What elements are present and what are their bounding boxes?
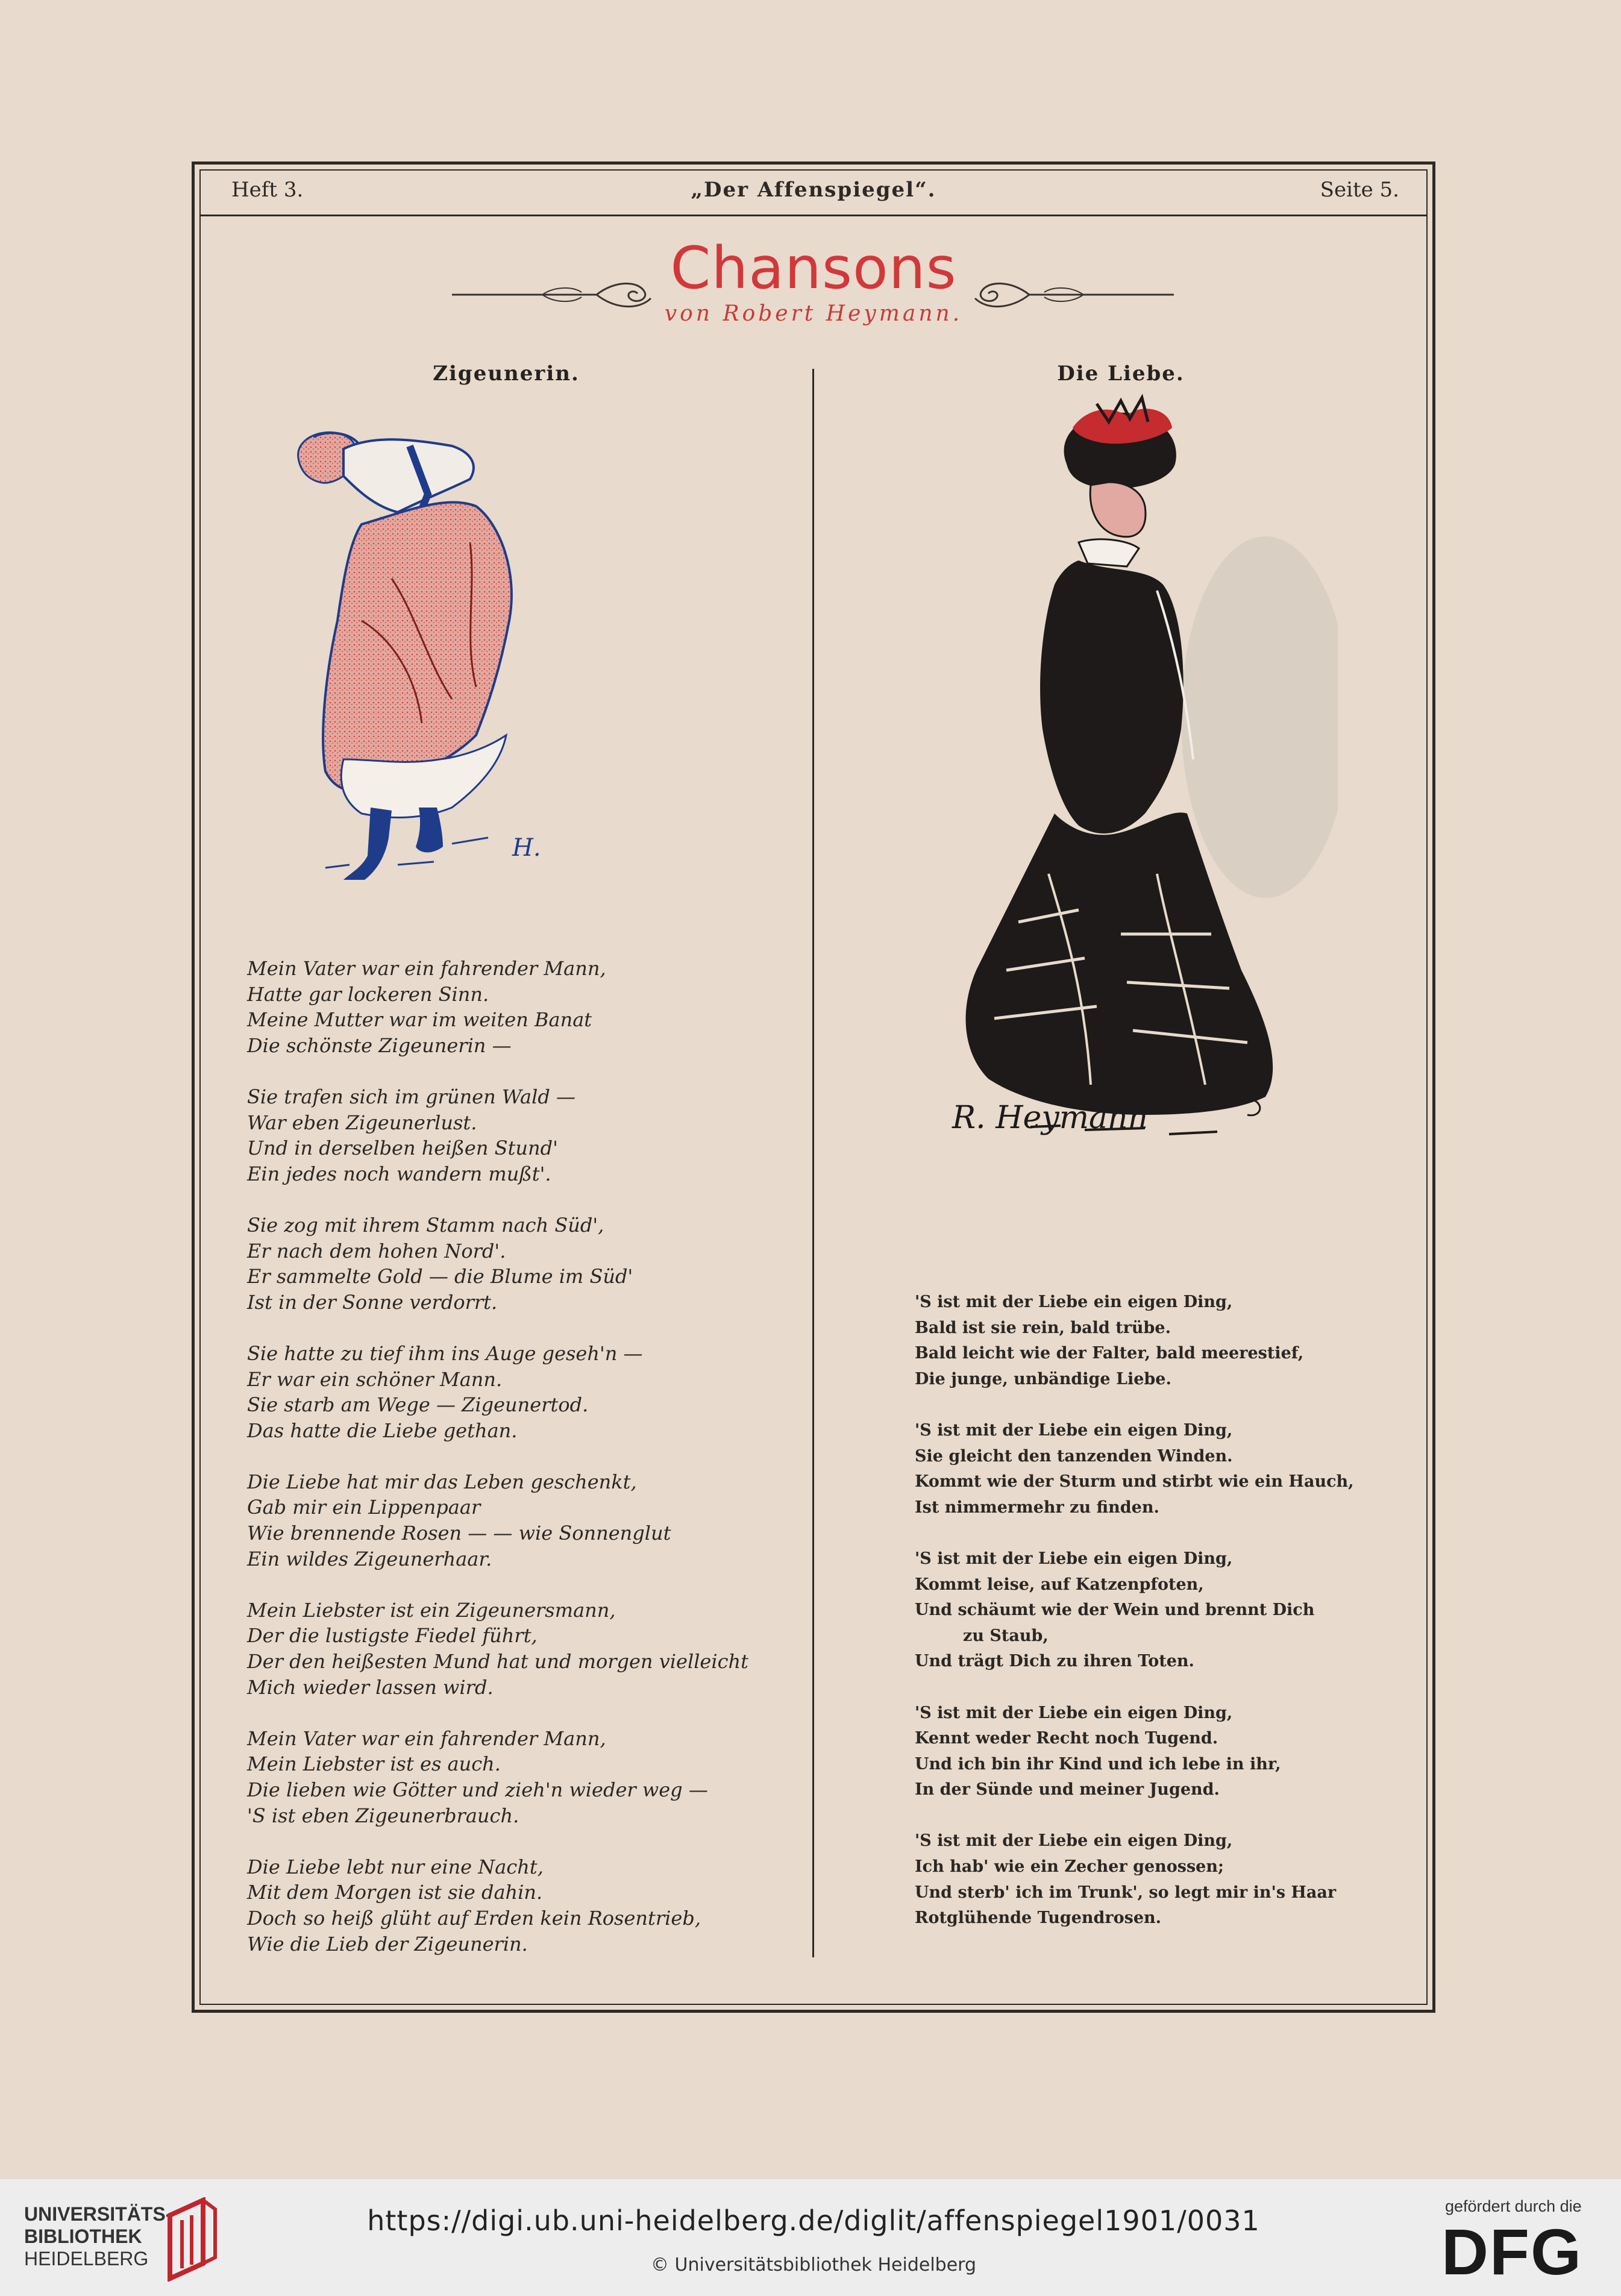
- lady-in-black-illustration: [928, 392, 1338, 1272]
- zigeunerin-line: Ein wildes Zigeunerhaar.: [247, 1547, 492, 1570]
- die-liebe-line: Und schäumt wie der Wein und brennt Dich: [915, 1601, 1315, 1620]
- zigeunerin-line: Der die lustigste Fiedel führt,: [247, 1624, 538, 1648]
- zigeunerin-line: Der den heißesten Mund hat und morgen vielleicht: [247, 1650, 748, 1673]
- zigeunerin-line: Mein Liebster ist es auch.: [247, 1752, 501, 1776]
- die-liebe-line: 'S ist mit der Liebe ein eigen Ding,: [915, 1703, 1233, 1722]
- die-liebe-line: Kommt wie der Sturm und stirbt wie ein Hauch,: [915, 1472, 1354, 1491]
- permalink-url[interactable]: https://digi.ub.uni-heidelberg.de/diglit/affenspiegel1901/0031: [367, 2204, 1260, 2237]
- die-liebe-line: Ist nimmermehr zu finden.: [915, 1498, 1159, 1517]
- zigeunerin-line: Die schönste Zigeunerin —: [247, 1034, 512, 1057]
- zigeunerin-line: Mit dem Morgen ist sie dahin.: [247, 1881, 543, 1904]
- die-liebe-stanza: [915, 1290, 1337, 1392]
- zigeunerin-line: Die Liebe lebt nur eine Nacht,: [247, 1855, 544, 1878]
- zigeunerin-stanza: [247, 1469, 789, 1572]
- library-name-line1: UNIVERSITÄTS-: [24, 2203, 172, 2225]
- die-liebe-stanza: [915, 1546, 1337, 1675]
- zigeunerin-stanza: [247, 1341, 789, 1443]
- publication-title: „Der Affenspiegel“.: [691, 178, 936, 202]
- library-name-line3: HEIDELBERG: [24, 2248, 149, 2269]
- zigeunerin-stanza: [247, 956, 789, 1058]
- zigeunerin-line: Ein jedes noch wandern mußt'.: [247, 1162, 551, 1185]
- die-liebe-line: Ich hab' wie ein Zecher genossen;: [915, 1857, 1224, 1877]
- zigeunerin-stanza: [247, 1084, 789, 1187]
- page-title: Chansons: [670, 234, 957, 302]
- zigeunerin-stanza: [247, 1854, 789, 1957]
- die-liebe-line: Die junge, unbändige Liebe.: [915, 1369, 1171, 1388]
- zigeunerin-line: War eben Zigeunerlust.: [247, 1111, 477, 1134]
- zigeunerin-line: Mein Vater war ein fahrender Mann,: [247, 957, 606, 980]
- zigeunerin-line: Sie starb am Wege — Zigeunertod.: [247, 1393, 589, 1417]
- die-liebe-line: Kommt leise, auf Katzenpfoten,: [915, 1575, 1204, 1594]
- die-liebe-line: zu Staub,: [963, 1626, 1049, 1645]
- poem-zigeunerin: [247, 956, 789, 1983]
- gypsy-dancer-illustration: [271, 422, 657, 964]
- die-liebe-line: 'S ist mit der Liebe ein eigen Ding,: [915, 1549, 1233, 1568]
- die-liebe-line: 'S ist mit der Liebe ein eigen Ding,: [915, 1420, 1233, 1440]
- poem-title-left: Zigeunerin.: [433, 362, 580, 386]
- right-illustration-signature: R. Heymann: [952, 1100, 1148, 1136]
- die-liebe-line: 'S ist mit der Liebe ein eigen Ding,: [915, 1293, 1233, 1311]
- die-liebe-line: Kennt weder Recht noch Tugend.: [915, 1729, 1218, 1748]
- zigeunerin-line: Gab mir ein Lippenpaar: [247, 1496, 481, 1519]
- page-number: Seite 5.: [1320, 178, 1399, 202]
- header-rule: [199, 215, 1428, 216]
- die-liebe-stanza: [915, 1418, 1354, 1520]
- author-byline: von Robert Heymann.: [664, 301, 963, 326]
- poem-title-right: Die Liebe.: [1057, 362, 1185, 386]
- zigeunerin-line: Wie brennende Rosen — — wie Sonnenglut: [247, 1522, 671, 1545]
- zigeunerin-line: Sie trafen sich im grünen Wald —: [247, 1085, 575, 1108]
- zigeunerin-stanza: [247, 1212, 789, 1315]
- zigeunerin-line: Ist in der Sonne verdorrt.: [247, 1290, 498, 1314]
- zigeunerin-line: Meine Mutter war im weiten Banat: [247, 1008, 592, 1032]
- die-liebe-line: Bald leicht wie der Falter, bald meerestief,: [915, 1344, 1304, 1363]
- die-liebe-line: Rotglühende Tugendrosen.: [915, 1909, 1162, 1928]
- zigeunerin-line: Und in derselben heißen Stund': [247, 1137, 558, 1160]
- zigeunerin-line: Er war ein schöner Mann.: [247, 1367, 503, 1391]
- funding-note: gefördert durch die: [1445, 2197, 1582, 2215]
- dfg-logo: DFG: [1441, 2215, 1582, 2288]
- zigeunerin-line: Hatte gar lockeren Sinn.: [247, 982, 489, 1006]
- zigeunerin-line: Er sammelte Gold — die Blume im Süd': [247, 1265, 633, 1288]
- copyright-notice: © Universitätsbibliothek Heidelberg: [650, 2254, 976, 2276]
- zigeunerin-line: Mein Liebster ist ein Zigeunersmann,: [247, 1598, 616, 1622]
- die-liebe-line: Sie gleicht den tanzenden Winden.: [915, 1446, 1233, 1466]
- zigeunerin-stanza: [247, 1726, 789, 1828]
- zigeunerin-stanza: [247, 1598, 789, 1700]
- zigeunerin-line: Sie hatte zu tief ihm ins Auge geseh'n —: [247, 1341, 643, 1365]
- zigeunerin-line: Die Liebe hat mir das Leben geschenkt,: [247, 1470, 637, 1493]
- zigeunerin-line: Mich wieder lassen wird.: [247, 1675, 494, 1699]
- library-name: [24, 2203, 172, 2270]
- issue-number: Heft 3.: [231, 178, 304, 202]
- zigeunerin-line: Mein Vater war ein fahrender Mann,: [247, 1727, 606, 1750]
- die-liebe-line: In der Sünde und meiner Jugend.: [915, 1780, 1220, 1799]
- die-liebe-line: 'S ist mit der Liebe ein eigen Ding,: [915, 1831, 1233, 1851]
- die-liebe-line: Und ich bin ihr Kind und ich lebe in ihr,: [915, 1754, 1281, 1774]
- zigeunerin-line: 'S ist eben Zigeunerbrauch.: [247, 1804, 519, 1827]
- die-liebe-line: Und trägt Dich zu ihren Toten.: [915, 1652, 1194, 1671]
- zigeunerin-line: Die lieben wie Götter und zieh'n wieder weg —: [247, 1778, 708, 1801]
- poem-die-liebe: [915, 1290, 1354, 1957]
- library-name-line2: BIBLIOTHEK: [24, 2225, 142, 2247]
- column-divider: [812, 369, 814, 1957]
- zigeunerin-line: Wie die Lieb der Zigeunerin.: [247, 1932, 528, 1956]
- library-logo-icon: [158, 2197, 224, 2282]
- die-liebe-line: Und sterb' ich im Trunk', so legt mir in's Haar: [915, 1883, 1337, 1902]
- die-liebe-stanza: [915, 1701, 1337, 1803]
- zigeunerin-line: Er nach dem hohen Nord'.: [247, 1239, 506, 1262]
- library-footer: [0, 2178, 1621, 2296]
- zigeunerin-line: Sie zog mit ihrem Stamm nach Süd',: [247, 1213, 604, 1237]
- die-liebe-line: Bald ist sie rein, bald trübe.: [915, 1318, 1171, 1337]
- left-illustration-signature: H.: [512, 834, 541, 862]
- die-liebe-stanza: [915, 1828, 1337, 1931]
- zigeunerin-line: Doch so heiß glüht auf Erden kein Rosentrieb,: [247, 1906, 701, 1930]
- zigeunerin-line: Das hatte die Liebe gethan.: [247, 1419, 518, 1442]
